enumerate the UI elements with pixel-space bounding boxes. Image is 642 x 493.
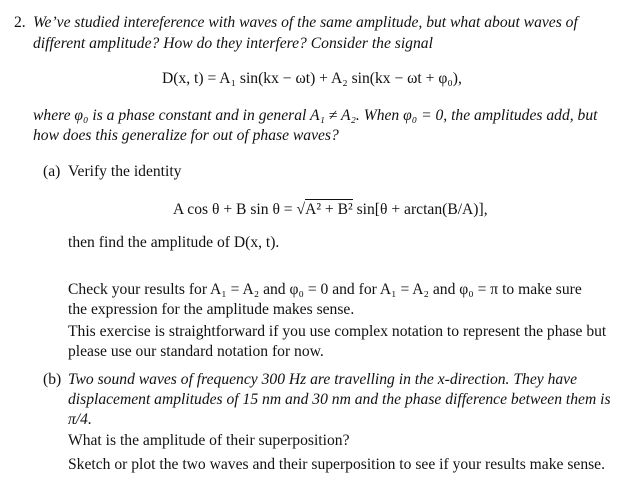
part-b-label: (b) (43, 371, 62, 388)
sqrt-symbol: √ (296, 201, 306, 218)
part-a-note-line-2: please use our standard notation for now. (68, 343, 324, 360)
where-line-2: how does this generalize for out of phase waves? (33, 127, 339, 144)
identity-equation (173, 199, 488, 221)
part-b-line-3: π/4. (68, 411, 92, 428)
part-b-sketch: Sketch or plot the two waves and their superposition to see if your results make sense. (68, 456, 606, 473)
where-line-1: where φ₀ is a phase constant and in general A₁ ≠ A₂. When φ₀ = 0, the amplitudes add, but (33, 107, 598, 124)
part-a-note-line-1: This exercise is straightforward if you use complex notation to represent the phase but (68, 323, 607, 340)
problem-number: 2. (14, 14, 26, 31)
signal-equation: D(x, t) = A₁ sin(kx − ωt) + A₂ sin(kx − ωt + φ₀), (162, 70, 462, 87)
part-b-line-2: displacement amplitudes of 15 nm and 30 nm and the phase difference between them is (68, 391, 611, 408)
part-b-line-1: Two sound waves of frequency 300 Hz are travelling in the x-direction. They have (68, 371, 578, 388)
problem-intro-line-2: different amplitude? How do they interfere? Consider the signal (33, 35, 433, 52)
part-a-label: (a) (43, 163, 61, 180)
identity-sqrt-radicand: A² + B² (305, 201, 353, 218)
part-a-check-line-2: the expression for the amplitude makes sense. (68, 301, 355, 318)
problem-intro-line-1: We’ve studied intereference with waves of the same amplitude, but what about waves of (33, 14, 578, 31)
identity-rhs: sin[θ + arctan(B/A)], (352, 201, 488, 218)
part-a-then-text: then find the amplitude of D(x, t). (68, 234, 280, 251)
part-b-question: What is the amplitude of their superposition? (68, 432, 350, 449)
part-a-check-line-1: Check your results for A₁ = A₂ and φ₀ = 0 and for A₁ = A₂ and φ₀ = π to make sure (68, 281, 582, 298)
part-a-verify-text: Verify the identity (68, 163, 182, 180)
identity-lhs: A cos θ + B sin θ = (173, 201, 297, 218)
